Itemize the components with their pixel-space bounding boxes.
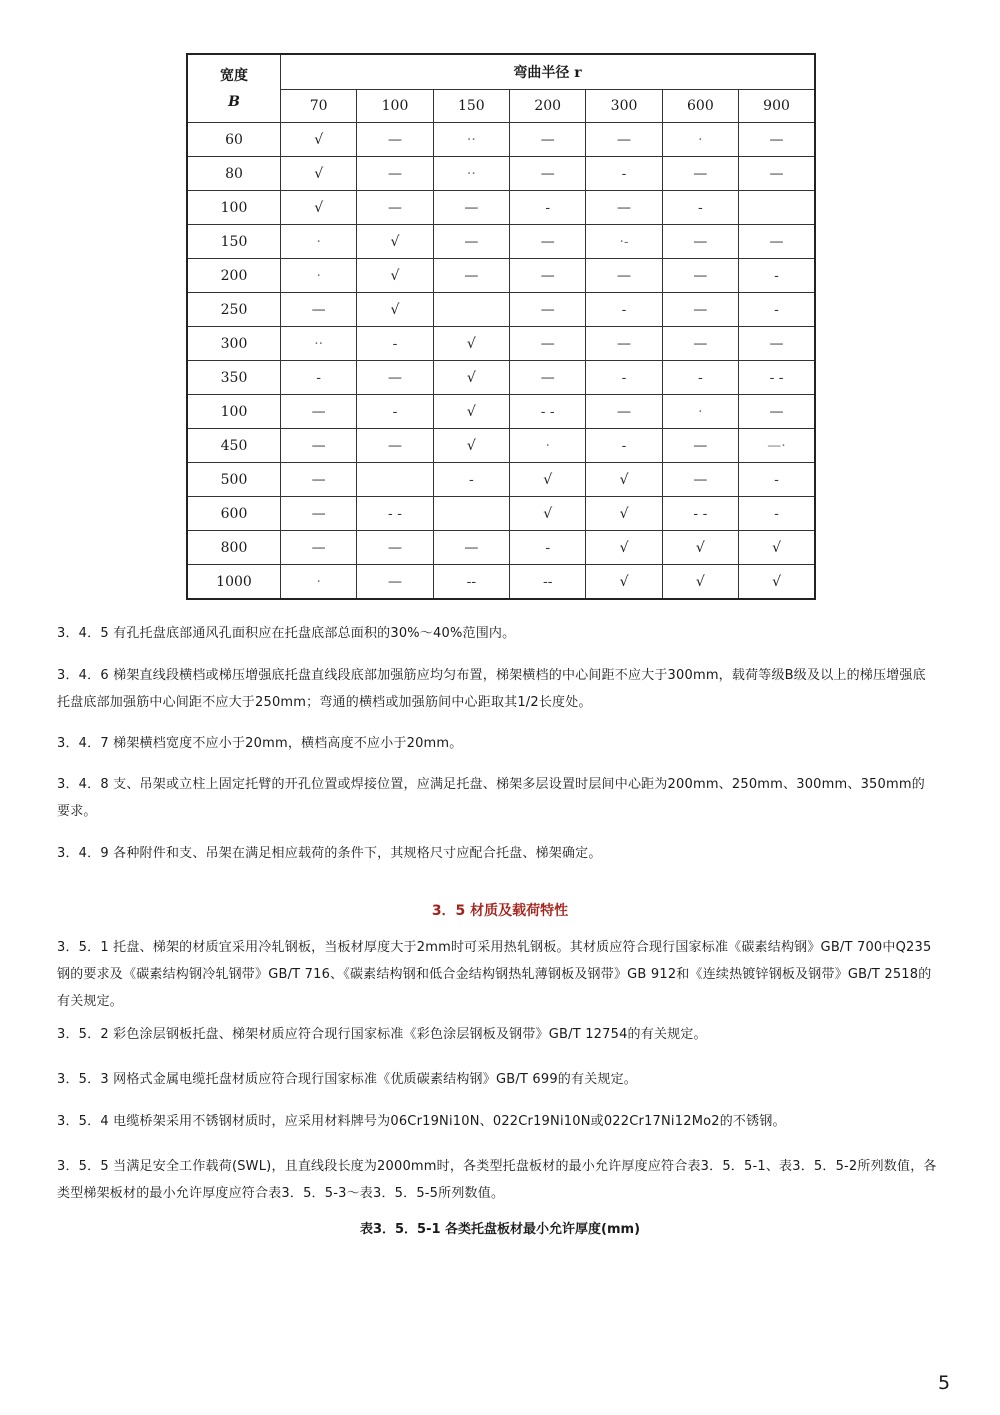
table-cell: —	[586, 259, 662, 293]
table-cell: - -	[739, 361, 815, 395]
row-width-cell: 600	[187, 497, 281, 531]
table-cell: -	[662, 361, 738, 395]
table-cell: —·	[739, 429, 815, 463]
table-row	[187, 463, 815, 497]
table-body	[187, 123, 815, 600]
table-cell: —	[357, 361, 433, 395]
table-cell: ·	[281, 565, 357, 600]
table-cell: —	[739, 327, 815, 361]
table-cell: —	[357, 531, 433, 565]
row-width-cell: 60	[187, 123, 281, 157]
table-cell: —	[281, 497, 357, 531]
radius-column-header: 900	[739, 90, 815, 123]
table-cell	[433, 497, 509, 531]
table-cell: -	[510, 191, 586, 225]
table-cell: —	[510, 123, 586, 157]
clause-3-4-9: 3．4．9 各种附件和支、吊架在满足相应载荷的条件下，其规格尺寸应配合托盘、梯架确定。	[57, 846, 602, 861]
table-cell: —	[739, 225, 815, 259]
table-cell: -	[433, 463, 509, 497]
row-width-cell: 1000	[187, 565, 281, 600]
bend-radius-table	[186, 53, 816, 600]
table-row	[187, 361, 815, 395]
applicable-cell: √	[357, 225, 433, 259]
table-cell: -	[586, 361, 662, 395]
radius-columns-row	[187, 90, 815, 123]
table-cell: -	[357, 395, 433, 429]
table-cell: —	[281, 429, 357, 463]
clause-3-5-3: 3．5．3 网格式金属电缆托盘材质应符合现行国家标准《优质碳素结构钢》GB/T 699的有关规定。	[57, 1072, 638, 1087]
table-cell: —	[357, 429, 433, 463]
applicable-cell: √	[510, 497, 586, 531]
applicable-cell: √	[662, 531, 738, 565]
radius-column-header: 200	[510, 90, 586, 123]
row-width-cell: 100	[187, 191, 281, 225]
table-cell: —	[662, 157, 738, 191]
table-cell: -	[586, 157, 662, 191]
applicable-cell: √	[357, 293, 433, 327]
clause-3-5-5: 3．5．5 当满足安全工作载荷(SWL)，且直线段长度为2000mm时，各类型托盘板材的最小允许厚度应符合表3．5．5-1、表3．5．5-2所列数值，各类型梯架板材的最小允许厚度应符合表3．5．5-3～表3．5．5-5所列数值。	[57, 1159, 937, 1201]
table-cell: —	[739, 395, 815, 429]
applicable-cell: √	[433, 327, 509, 361]
applicable-cell: √	[433, 395, 509, 429]
table-cell: —	[662, 293, 738, 327]
table-cell: ·	[281, 259, 357, 293]
table-row	[187, 259, 815, 293]
applicable-cell: √	[586, 531, 662, 565]
table-cell	[739, 191, 815, 225]
row-width-cell: 300	[187, 327, 281, 361]
clause-3-4-5: 3．4．5 有孔托盘底部通风孔面积应在托盘底部总面积的30%～40%范围内。	[57, 626, 516, 641]
radius-column-header: 600	[662, 90, 738, 123]
table-row	[187, 565, 815, 600]
radius-header: 弯曲半径 r	[281, 54, 816, 90]
table-cell: —	[433, 191, 509, 225]
table-cell: —	[433, 225, 509, 259]
row-width-cell: 350	[187, 361, 281, 395]
table-cell: ·	[510, 429, 586, 463]
row-width-cell: 450	[187, 429, 281, 463]
clause-3-5-1: 3．5．1 托盘、梯架的材质宜采用冷轧钢板，当板材厚度大于2mm时可采用热轧钢板。其材质应符合现行国家标准《碳素结构钢》GB/T 700中Q235钢的要求及《碳素结构钢冷轧钢带》GB/T 716、《碳素结构钢和低合金结构钢热轧薄钢板及钢带》GB 912和《连续热镀锌钢板及钢带》GB/T 2518的有关规定。	[57, 940, 932, 1009]
table-cell: - -	[357, 497, 433, 531]
table-row	[187, 429, 815, 463]
radius-column-header: 300	[586, 90, 662, 123]
table-cell: —	[281, 531, 357, 565]
table-cell: -	[281, 361, 357, 395]
table-cell: -	[662, 191, 738, 225]
table-cell: ·-	[586, 225, 662, 259]
radius-column-header: 70	[281, 90, 357, 123]
clause-3-4-6: 3．4．6 梯架直线段横档或梯压增强底托盘直线段底部加强筋应均匀布置，梯架横档的中心间距不应大于300mm，载荷等级B级及以上的梯压增强底托盘底部加强筋中心间距不应大于250mm；弯通的横档或加强筋间中心距取其1/2长度处。	[57, 668, 926, 710]
table-cell: —	[433, 259, 509, 293]
applicable-cell: √	[281, 123, 357, 157]
table-cell: -	[586, 429, 662, 463]
table-cell: --	[433, 565, 509, 600]
applicable-cell: √	[281, 191, 357, 225]
table-row	[187, 225, 815, 259]
applicable-cell: √	[739, 531, 815, 565]
applicable-cell: √	[281, 157, 357, 191]
width-header	[187, 54, 281, 123]
table-row	[187, 395, 815, 429]
applicable-cell: √	[433, 429, 509, 463]
section-title: 3．5 材质及载荷特性	[431, 903, 569, 919]
table-cell: —	[281, 395, 357, 429]
applicable-cell: √	[357, 259, 433, 293]
table-caption: 表3．5．5-1 各类托盘板材最小允许厚度(mm)	[359, 1222, 641, 1237]
radius-column-header: 150	[433, 90, 509, 123]
row-width-cell: 150	[187, 225, 281, 259]
row-width-cell: 100	[187, 395, 281, 429]
page-number: 5	[938, 1372, 951, 1394]
table-cell: —	[662, 327, 738, 361]
width-symbol: B	[228, 93, 240, 110]
table-cell: -	[510, 531, 586, 565]
table-cell: —	[510, 157, 586, 191]
clause-3-5-2: 3．5．2 彩色涂层钢板托盘、梯架材质应符合现行国家标准《彩色涂层钢板及钢带》GB/T 12754的有关规定。	[57, 1027, 707, 1042]
radius-column-header: 100	[357, 90, 433, 123]
applicable-cell: √	[739, 565, 815, 600]
table-cell: —	[662, 429, 738, 463]
table-row	[187, 191, 815, 225]
table-cell: —	[357, 191, 433, 225]
table-cell: —	[586, 123, 662, 157]
table-cell: —	[281, 463, 357, 497]
table-cell: --	[510, 565, 586, 600]
table-cell: —	[510, 225, 586, 259]
row-width-cell: 800	[187, 531, 281, 565]
table-row	[187, 123, 815, 157]
table-cell: —	[586, 191, 662, 225]
row-width-cell: 500	[187, 463, 281, 497]
table-cell: —	[357, 565, 433, 600]
table-cell: -	[357, 327, 433, 361]
table-cell	[357, 463, 433, 497]
table-cell: ··	[433, 123, 509, 157]
table-cell: —	[433, 531, 509, 565]
row-width-cell: 200	[187, 259, 281, 293]
table-cell: —	[586, 395, 662, 429]
table-cell: -	[586, 293, 662, 327]
row-width-cell: 80	[187, 157, 281, 191]
applicable-cell: √	[433, 361, 509, 395]
applicable-cell: √	[586, 565, 662, 600]
table-cell	[433, 293, 509, 327]
table-row	[187, 497, 815, 531]
table-cell: —	[281, 293, 357, 327]
table-cell: —	[510, 293, 586, 327]
applicable-cell: √	[662, 565, 738, 600]
table-cell: ··	[281, 327, 357, 361]
table-cell: -	[739, 259, 815, 293]
table-cell: - -	[662, 497, 738, 531]
table-cell: - -	[510, 395, 586, 429]
table-cell: —	[662, 259, 738, 293]
table-cell: —	[357, 123, 433, 157]
applicable-cell: √	[586, 497, 662, 531]
table-cell: —	[662, 463, 738, 497]
table-cell: —	[739, 123, 815, 157]
table-cell: -	[739, 497, 815, 531]
table-cell: —	[510, 259, 586, 293]
table-cell: -	[739, 463, 815, 497]
table-cell: —	[739, 157, 815, 191]
table-cell: —	[510, 327, 586, 361]
applicable-cell: √	[510, 463, 586, 497]
table-row	[187, 157, 815, 191]
clause-3-4-7: 3．4．7 梯架横档宽度不应小于20mm，横档高度不应小于20mm。	[57, 736, 463, 751]
row-width-cell: 250	[187, 293, 281, 327]
table-cell: —	[662, 225, 738, 259]
width-header-label: 宽度	[220, 67, 248, 84]
table-cell: —	[357, 157, 433, 191]
table-row	[187, 327, 815, 361]
table-cell: ··	[433, 157, 509, 191]
table-cell: —	[510, 361, 586, 395]
applicable-cell: √	[586, 463, 662, 497]
clause-3-5-4: 3．5．4 电缆桥架采用不锈钢材质时，应采用材料牌号为06Cr19Ni10N、022Cr19Ni10N或022Cr17Ni12Mo2的不锈钢。	[57, 1114, 786, 1129]
table-cell: ·	[662, 123, 738, 157]
table-row	[187, 293, 815, 327]
clause-3-4-8: 3．4．8 支、吊架或立柱上固定托臂的开孔位置或焊接位置，应满足托盘、梯架多层设置时层间中心距为200mm、250mm、300mm、350mm的要求。	[57, 777, 925, 819]
table-cell: —	[586, 327, 662, 361]
table-cell: ·	[281, 225, 357, 259]
table-row	[187, 531, 815, 565]
table-cell: ·	[662, 395, 738, 429]
table-cell: -	[739, 293, 815, 327]
